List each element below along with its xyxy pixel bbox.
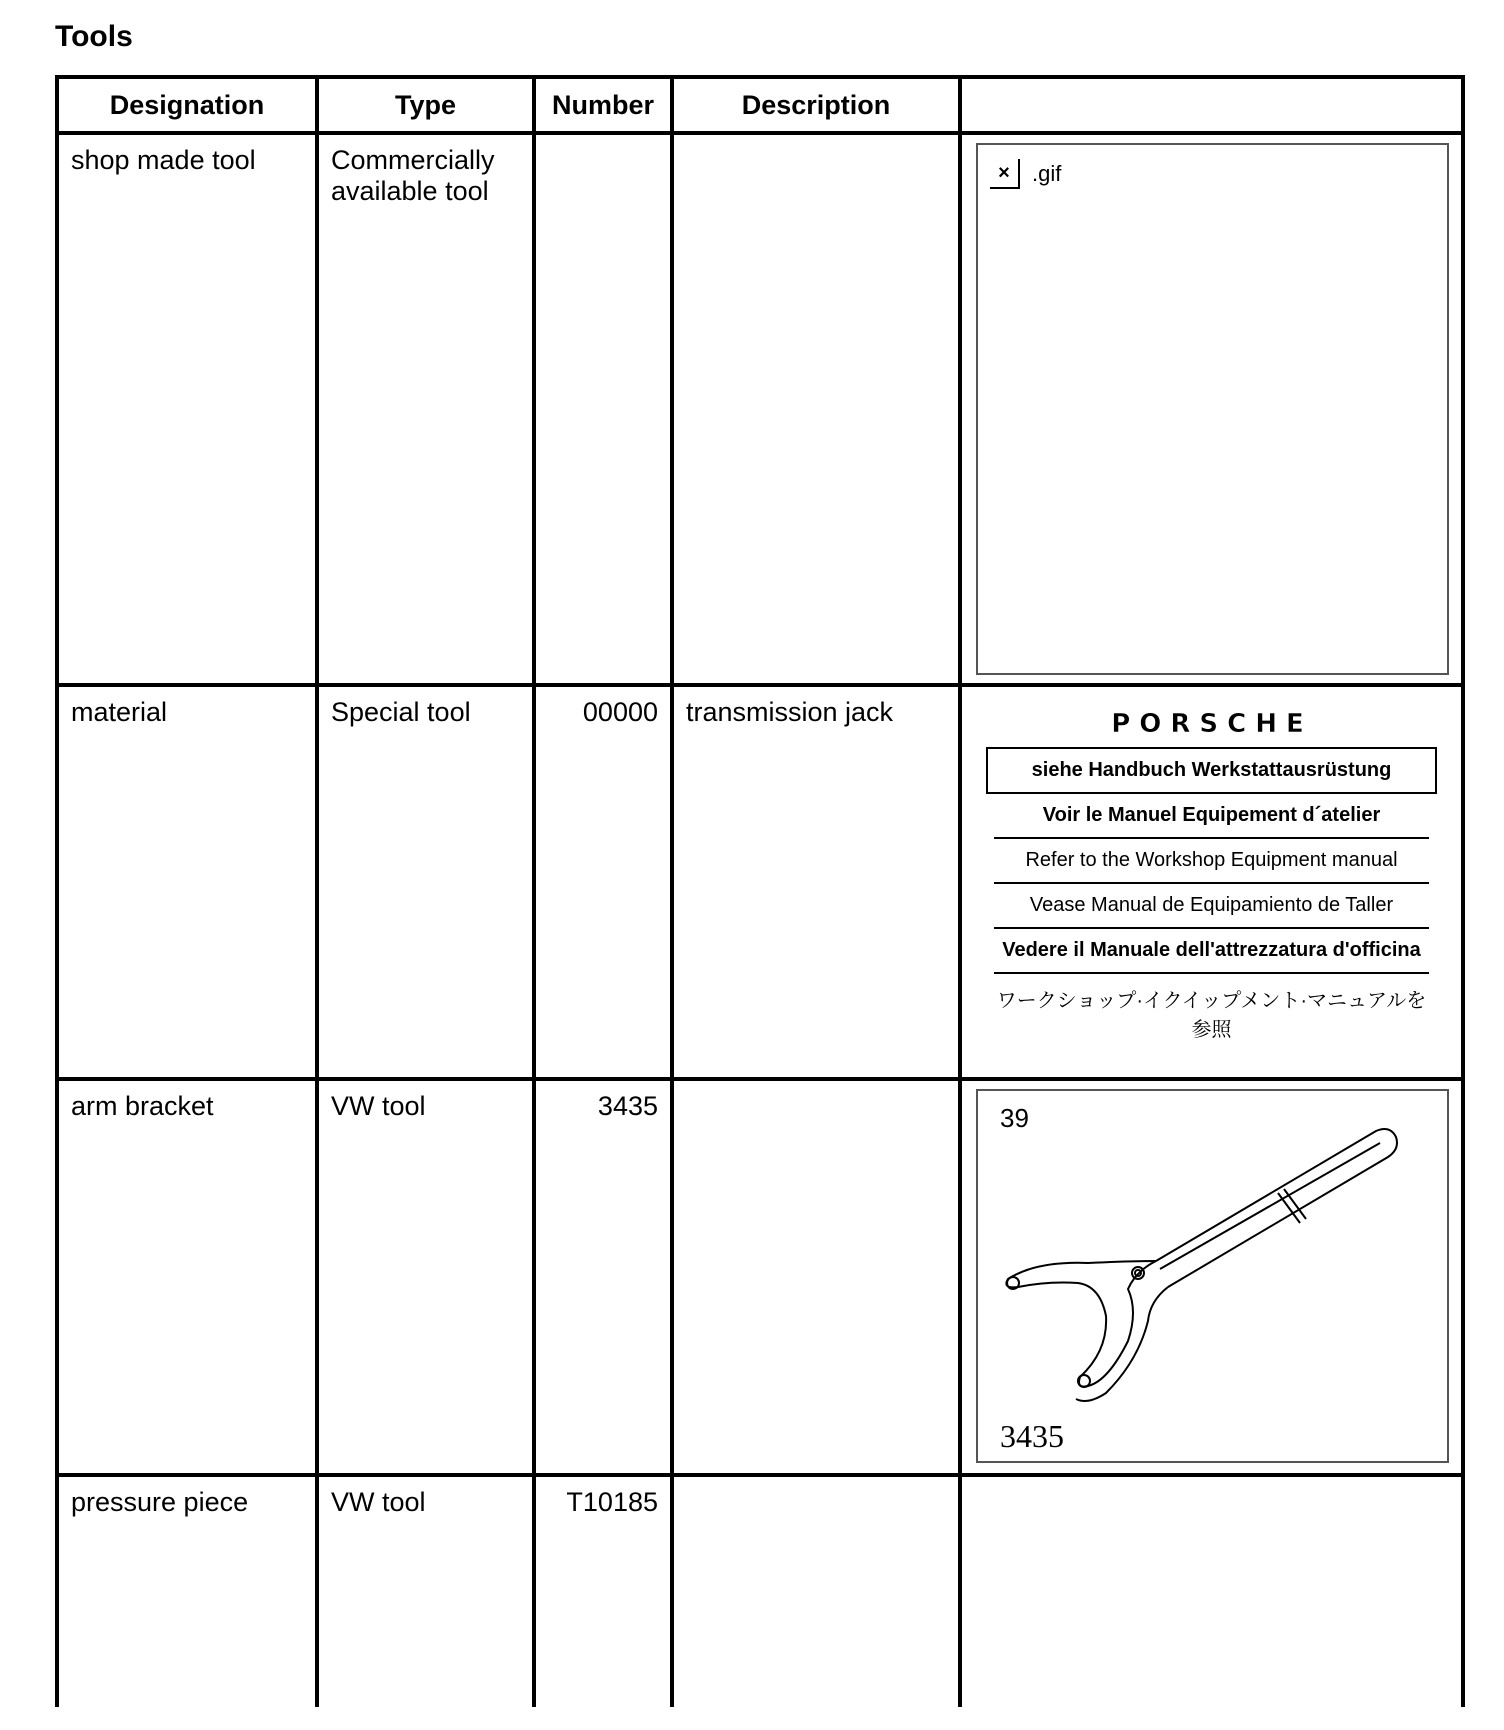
table-row xyxy=(57,685,1463,1079)
designation-cell: shop made tool xyxy=(71,145,256,175)
header-type: Type xyxy=(317,77,534,133)
image-frame xyxy=(976,143,1449,675)
designation-cell: pressure piece xyxy=(71,1487,249,1517)
callout-number: 39 xyxy=(1000,1103,1029,1133)
tools-table xyxy=(55,75,1465,1707)
header-description: Description xyxy=(672,77,960,133)
description-cell xyxy=(674,1477,958,1487)
porsche-notice xyxy=(962,687,1461,1052)
notice-line-ja: ワークショップ·イクイップメント·マニュアルを参照 xyxy=(996,990,1427,1041)
table-row xyxy=(57,1079,1463,1475)
tool-number-label: 3435 xyxy=(1000,1418,1064,1454)
description-cell: transmission jack xyxy=(686,697,894,727)
image-cell-empty xyxy=(960,1475,1463,1707)
designation-cell: material xyxy=(71,697,168,727)
header-designation: Designation xyxy=(57,77,317,133)
header-number: Number xyxy=(534,77,672,133)
table-row xyxy=(57,133,1463,685)
notice-line-es: Vease Manual de Equipamiento de Taller xyxy=(994,884,1429,929)
description-cell xyxy=(674,1081,958,1091)
type-cell: VW tool xyxy=(331,1091,426,1121)
table-row xyxy=(57,1475,1463,1707)
broken-image-icon: × xyxy=(990,159,1020,189)
type-cell: Special tool xyxy=(331,697,471,727)
designation-cell: arm bracket xyxy=(71,1091,214,1121)
type-cell: VW tool xyxy=(331,1487,426,1517)
tool-illustration xyxy=(976,1089,1449,1463)
image-filename: .gif xyxy=(1032,161,1062,186)
type-cell: Commercially available tool xyxy=(331,145,495,206)
number-cell xyxy=(536,135,670,145)
notice-line-de: siehe Handbuch Werkstattausrüstung xyxy=(986,747,1437,794)
notice-line-it: Vedere il Manuale dell'attrezzatura d'officina xyxy=(994,929,1429,974)
notice-line-en: Refer to the Workshop Equipment manual xyxy=(994,839,1429,884)
number-cell: T10185 xyxy=(566,1487,658,1517)
hook-wrench-icon xyxy=(988,1111,1428,1441)
header-image xyxy=(960,77,1463,133)
number-cell: 00000 xyxy=(582,697,658,727)
porsche-logo xyxy=(986,707,1437,747)
description-cell xyxy=(674,135,958,145)
number-cell: 3435 xyxy=(597,1091,658,1121)
page-title: Tools xyxy=(55,20,133,53)
notice-line-fr: Voir le Manuel Equipement d´atelier xyxy=(994,794,1429,839)
svg-text:PORSCHE: PORSCHE xyxy=(1110,709,1313,737)
table-header-row xyxy=(57,77,1463,133)
